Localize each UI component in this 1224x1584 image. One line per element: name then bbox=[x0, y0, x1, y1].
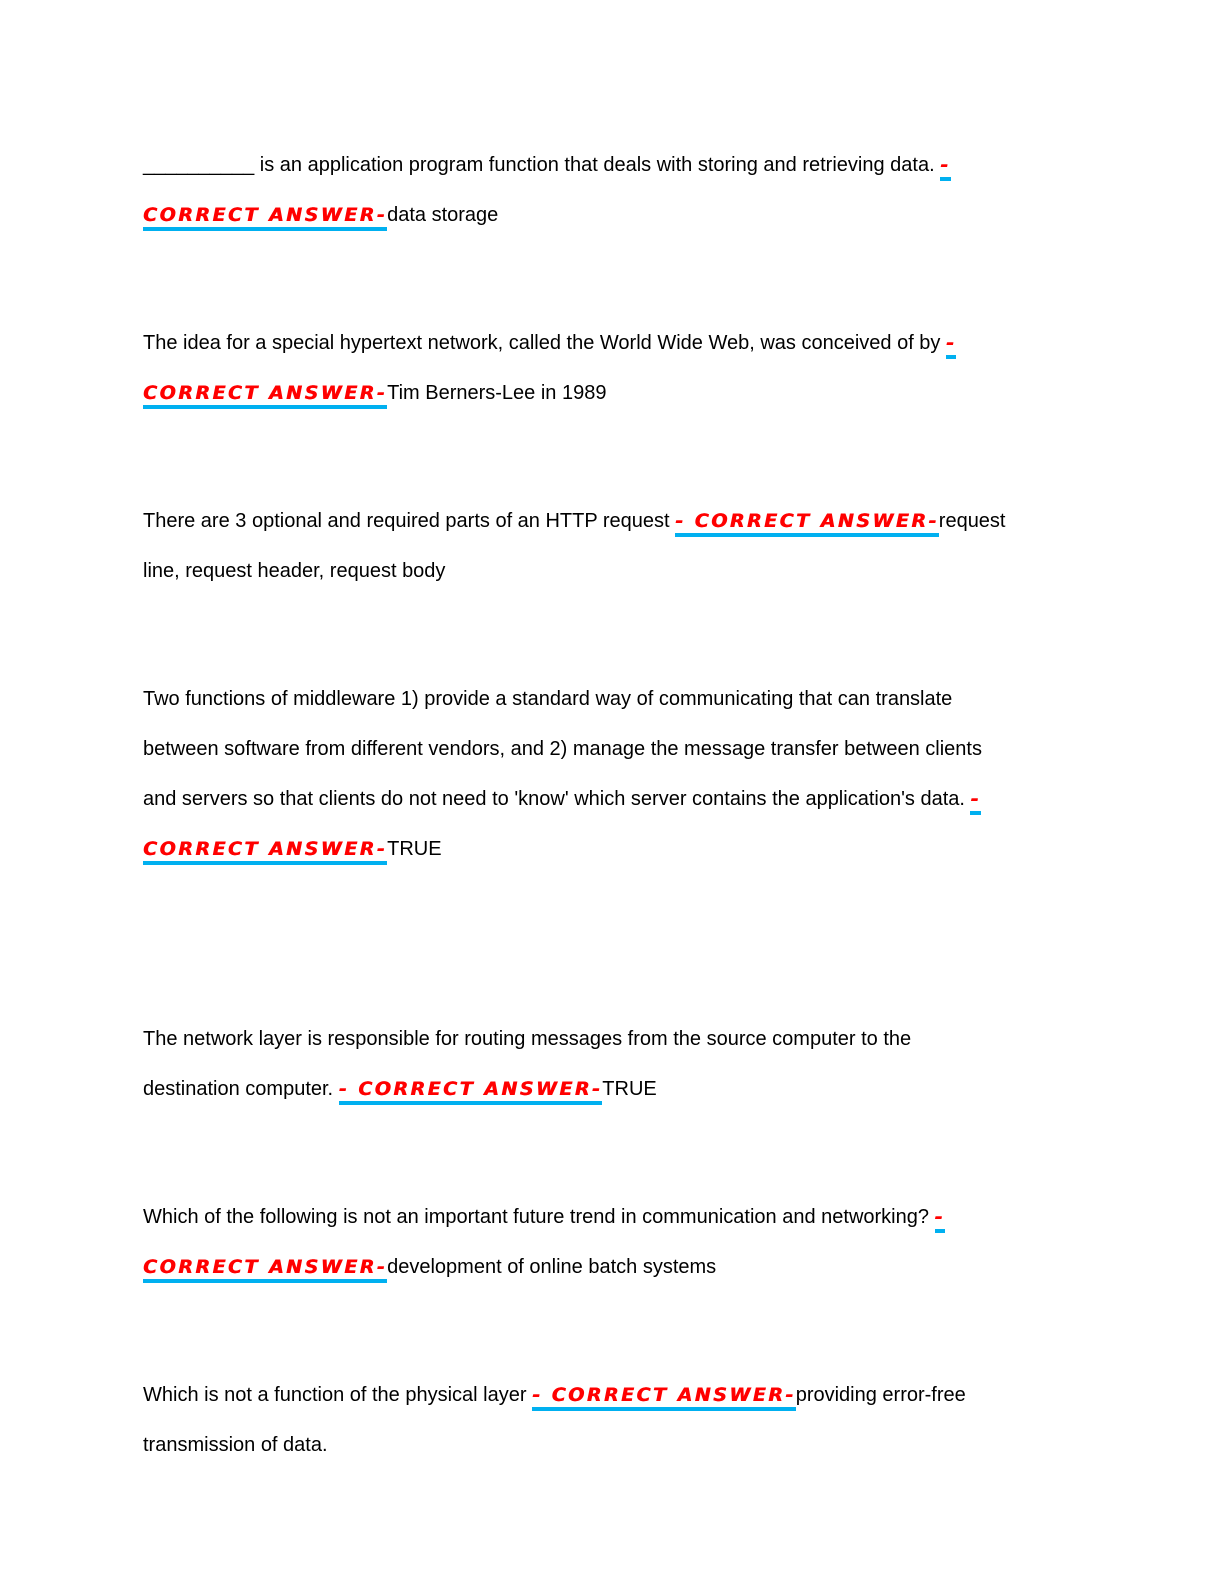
document-text: TRUE bbox=[387, 838, 442, 860]
correct-answer-marker: - bbox=[946, 332, 956, 359]
correct-answer-marker: - bbox=[940, 154, 950, 181]
document-text: providing error-free bbox=[795, 1384, 966, 1406]
document-text: between software from different vendors, and 2) manage the message transfer between clients bbox=[143, 738, 982, 760]
text-line bbox=[143, 825, 1096, 875]
correct-answer-marker: - CORRECT ANSWER- bbox=[675, 510, 939, 537]
correct-answer-marker: - bbox=[935, 1206, 945, 1233]
text-line bbox=[143, 191, 1096, 241]
document-text: line, request header, request body bbox=[143, 560, 446, 582]
qa-block bbox=[143, 1193, 1096, 1293]
document-text: Which is not a function of the physical layer bbox=[143, 1384, 533, 1406]
document-text: Which of the following is not an important future trend in communication and networking? bbox=[143, 1206, 935, 1228]
text-line bbox=[143, 497, 1096, 547]
correct-answer-marker: - CORRECT ANSWER- bbox=[532, 1384, 796, 1411]
text-line bbox=[143, 1193, 1096, 1243]
document-text: Two functions of middleware 1) provide a standard way of communicating that can translate bbox=[143, 688, 953, 710]
qa-block bbox=[143, 497, 1096, 597]
text-line bbox=[143, 1015, 1096, 1065]
correct-answer-marker: CORRECT ANSWER- bbox=[143, 1256, 387, 1283]
qa-block bbox=[143, 1015, 1096, 1115]
qa-block bbox=[143, 675, 1096, 875]
document-text: destination computer. bbox=[143, 1078, 339, 1100]
document-text: Tim Berners-Lee in 1989 bbox=[387, 382, 607, 404]
text-line bbox=[143, 1243, 1096, 1293]
text-line bbox=[143, 725, 1096, 775]
text-line bbox=[143, 141, 1096, 191]
qa-block bbox=[143, 141, 1096, 241]
document-text: transmission of data. bbox=[143, 1434, 328, 1456]
correct-answer-marker: CORRECT ANSWER- bbox=[143, 838, 387, 865]
text-line bbox=[143, 775, 1096, 825]
text-line bbox=[143, 1421, 1096, 1471]
document-text: __________ is an application program function that deals with storing and retrieving data. bbox=[143, 154, 941, 176]
document-text: TRUE bbox=[602, 1078, 657, 1100]
text-line bbox=[143, 675, 1096, 725]
document-text: and servers so that clients do not need to 'know' which server contains the application's data. bbox=[143, 788, 971, 810]
document-text: data storage bbox=[387, 204, 499, 226]
correct-answer-marker: - CORRECT ANSWER- bbox=[339, 1078, 603, 1105]
qa-block bbox=[143, 319, 1096, 419]
text-line bbox=[143, 1371, 1096, 1421]
text-line bbox=[143, 369, 1096, 419]
correct-answer-marker: CORRECT ANSWER- bbox=[143, 204, 387, 231]
document-text: There are 3 optional and required parts of an HTTP request bbox=[143, 510, 676, 532]
document-text: The idea for a special hypertext network, called the World Wide Web, was conceived of by bbox=[143, 332, 946, 354]
qa-block bbox=[143, 1371, 1096, 1471]
text-line bbox=[143, 319, 1096, 369]
document-text: development of online batch systems bbox=[387, 1256, 717, 1278]
text-line bbox=[143, 1065, 1096, 1115]
document-text: request bbox=[938, 510, 1006, 532]
correct-answer-marker: - bbox=[970, 788, 980, 815]
text-line bbox=[143, 547, 1096, 597]
correct-answer-marker: CORRECT ANSWER- bbox=[143, 382, 387, 409]
document-text: The network layer is responsible for routing messages from the source computer to the bbox=[143, 1028, 912, 1050]
